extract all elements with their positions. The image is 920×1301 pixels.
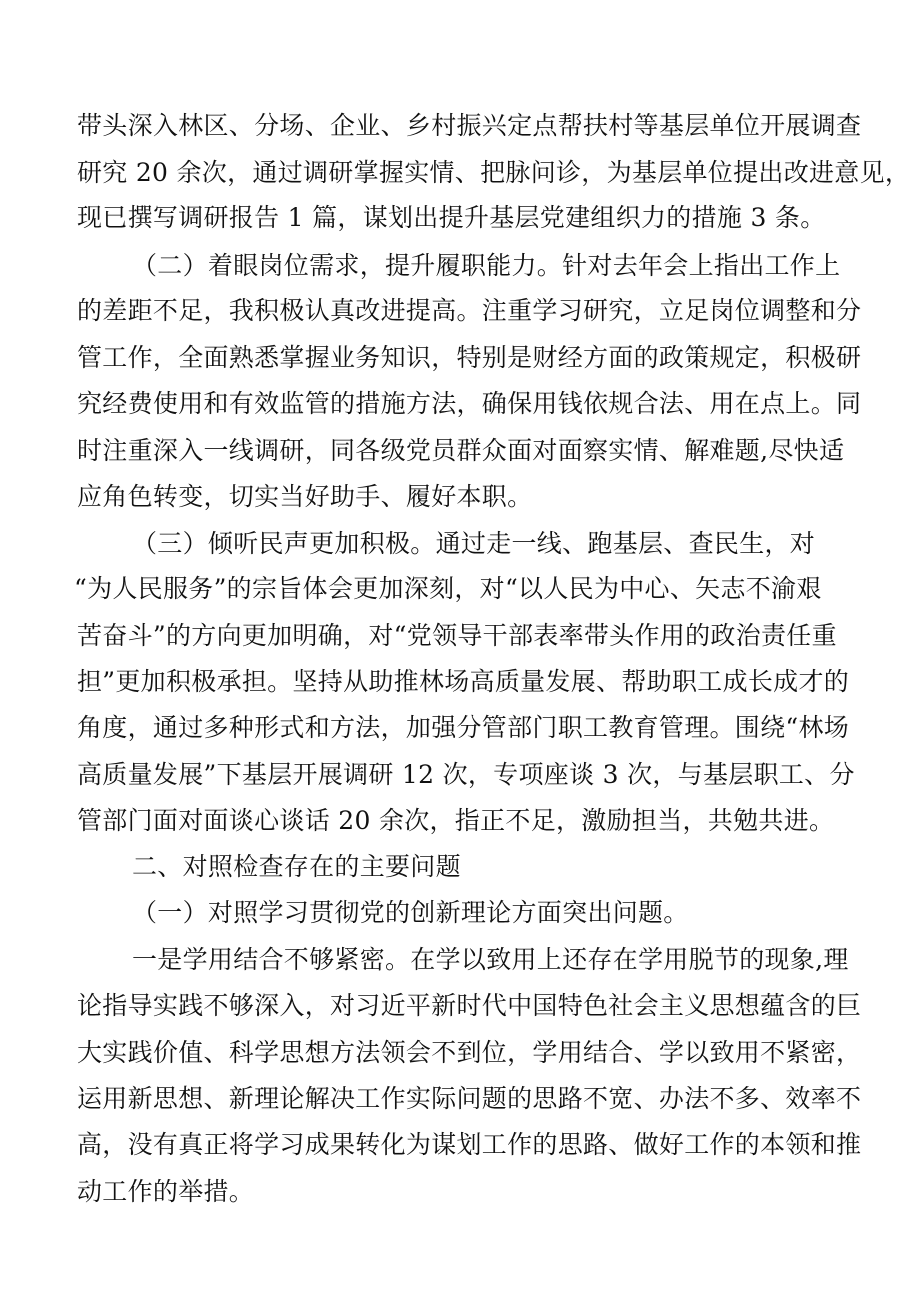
text-line: 现已撰写调研报告 1 篇，谋划出提升基层党建组织力的措施 3 条。 <box>77 203 826 232</box>
text-line: 研究 20 余次，通过调研掌握实情、把脉问诊，为基层单位提出改进意见， <box>77 158 911 187</box>
text-line: 运用新思想、新理论解决工作实际问题的思路不宽、办法不多、效率不 <box>77 1084 862 1113</box>
text-line: 高质量发展”下基层开展调研 12 次，专项座谈 3 次，与基层职工、分 <box>77 760 855 789</box>
text-line: 管工作，全面熟悉掌握业务知识，特别是财经方面的政策规定，积极研 <box>77 343 862 372</box>
text-line: 的差距不足，我积极认真改进提高。注重学习研究，立足岗位调整和分 <box>77 296 862 325</box>
text-line: 究经费使用和有效监管的措施方法，确保用钱依规合法、用在点上。同 <box>77 389 862 418</box>
text-line: 角度，通过多种形式和方法，加强分管部门职工教育管理。围绕“林场 <box>77 713 850 742</box>
text-line: 带头深入林区、分场、企业、乡村振兴定点帮扶村等基层单位开展调查 <box>77 111 862 140</box>
subsection-heading: （一）对照学习贯彻党的创新理论方面突出问题。 <box>132 898 689 927</box>
text-line: （二）着眼岗位需求，提升履职能力。针对去年会上指出工作上 <box>132 251 841 280</box>
text-line: 担”更加积极承担。坚持从助推林场高质量发展、帮助职工成长成才的 <box>77 667 850 696</box>
text-line: “为人民服务”的宗旨体会更加深刻，对“以人民为中心、矢志不渝艰 <box>74 574 822 603</box>
text-line: 论指导实践不够深入，对习近平新时代中国特色社会主义思想蕴含的巨 <box>77 991 862 1020</box>
text-line: 管部门面对面谈心谈话 20 余次，指正不足，激励担当，共勉共进。 <box>77 806 835 835</box>
text-line: 动工作的举措。 <box>77 1177 255 1206</box>
section-heading: 二、对照检查存在的主要问题 <box>132 852 461 881</box>
text-line: 应角色转变，切实当好助手、履好本职。 <box>77 482 533 511</box>
text-line: 苦奋斗”的方向更加明确，对“党领导干部表率带头作用的政治责任重 <box>77 621 837 650</box>
text-line: 大实践价值、科学思想方法领会不到位，学用结合、学以致用不紧密， <box>77 1038 862 1067</box>
text-line: 时注重深入一线调研，同各级党员群众面对面察实情、解难题,尽快适 <box>77 436 845 465</box>
text-line: 一是学用结合不够紧密。在学以致用上还存在学用脱节的现象,理 <box>132 945 849 974</box>
text-line: （三）倾听民声更加积极。通过走一线、跑基层、查民生，对 <box>132 529 816 558</box>
text-line: 高，没有真正将学习成果转化为谋划工作的思路、做好工作的本领和推 <box>77 1130 862 1159</box>
